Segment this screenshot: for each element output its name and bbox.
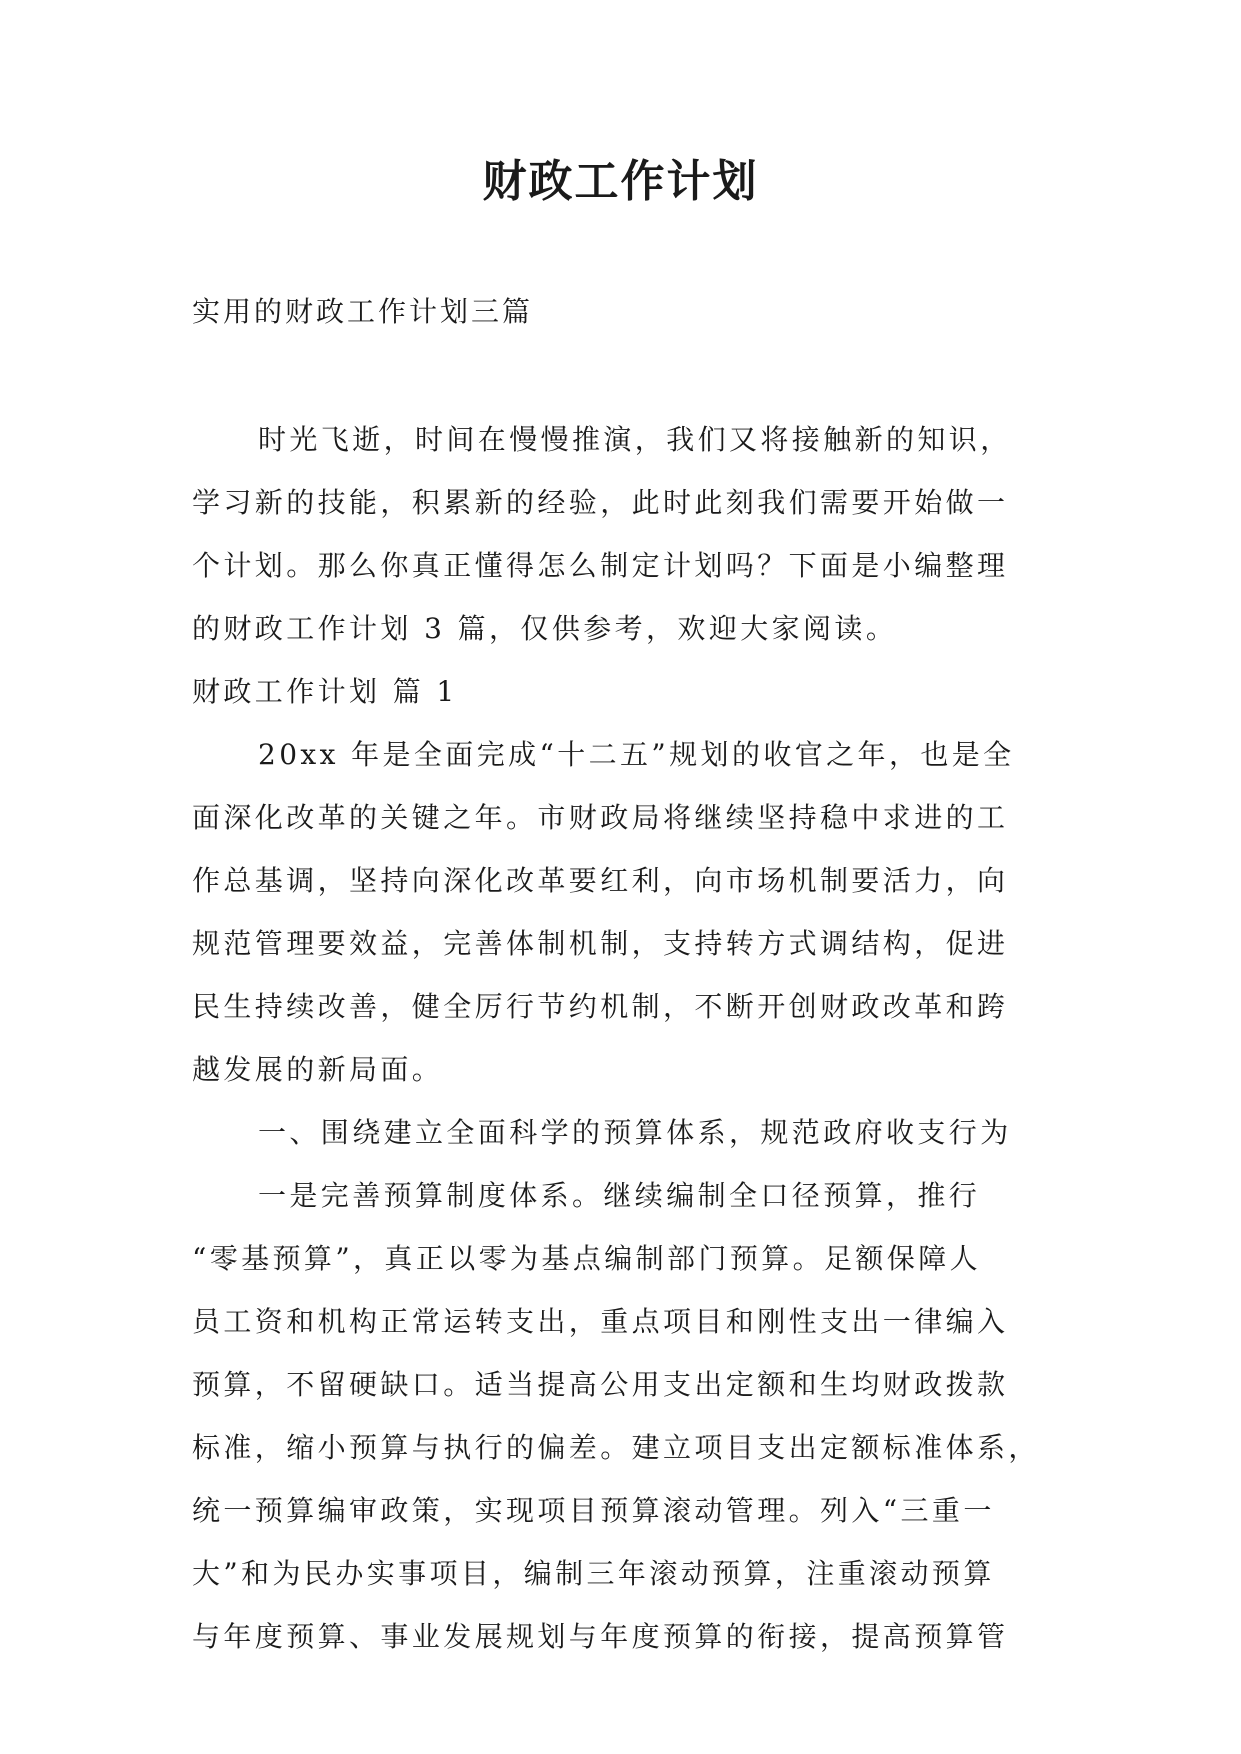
body-line: 标准，缩小预算与执行的偏差。建立项目支出定额标准体系， (192, 1431, 1040, 1464)
body-line: 作总基调，坚持向深化改革要红利，向市场机制要活力，向 (192, 864, 1009, 897)
body-line: 财政工作计划 篇 1 (192, 675, 458, 708)
body-line: “零基预算”，真正以零为基点编制部门预算。足额保障人 (192, 1242, 982, 1275)
document-title: 财政工作计划 (482, 156, 759, 207)
body-line: 学习新的技能，积累新的经验，此时此刻我们需要开始做一 (192, 486, 1009, 519)
body-line: 时光飞逝，时间在慢慢推演，我们又将接触新的知识， (258, 423, 1012, 456)
body-line: 与年度预算、事业发展规划与年度预算的衔接，提高预算管 (192, 1620, 1009, 1653)
body-line: 预算，不留硬缺口。适当提高公用支出定额和生均财政拨款 (192, 1368, 1009, 1401)
body-line: 统一预算编审政策，实现项目预算滚动管理。列入“三重一 (192, 1494, 995, 1527)
body-line: 越发展的新局面。 (192, 1053, 444, 1086)
body-line: 个计划。那么你真正懂得怎么制定计划吗？下面是小编整理 (192, 549, 1009, 582)
document-subtitle: 实用的财政工作计划三篇 (192, 295, 534, 328)
body-line: 一是完善预算制度体系。继续编制全口径预算，推行 (258, 1179, 981, 1212)
body-line: 员工资和机构正常运转支出，重点项目和刚性支出一律编入 (192, 1305, 1009, 1338)
body-line: 面深化改革的关键之年。市财政局将继续坚持稳中求进的工 (192, 801, 1009, 834)
body-line: 20xx 年是全面完成“十二五”规划的收官之年，也是全 (258, 738, 1015, 771)
body-line: 一、围绕建立全面科学的预算体系，规范政府收支行为 (258, 1116, 1012, 1149)
body-line: 的财政工作计划 3 篇，仅供参考，欢迎大家阅读。 (192, 612, 898, 645)
body-line: 规范管理要效益，完善体制机制，支持转方式调结构，促进 (192, 927, 1009, 960)
body-line: 民生持续改善，健全厉行节约机制，不断开创财政改革和跨 (192, 990, 1009, 1023)
body-line: 大”和为民办实事项目，编制三年滚动预算，注重滚动预算 (192, 1557, 995, 1590)
document-body (192, 408, 1062, 1668)
